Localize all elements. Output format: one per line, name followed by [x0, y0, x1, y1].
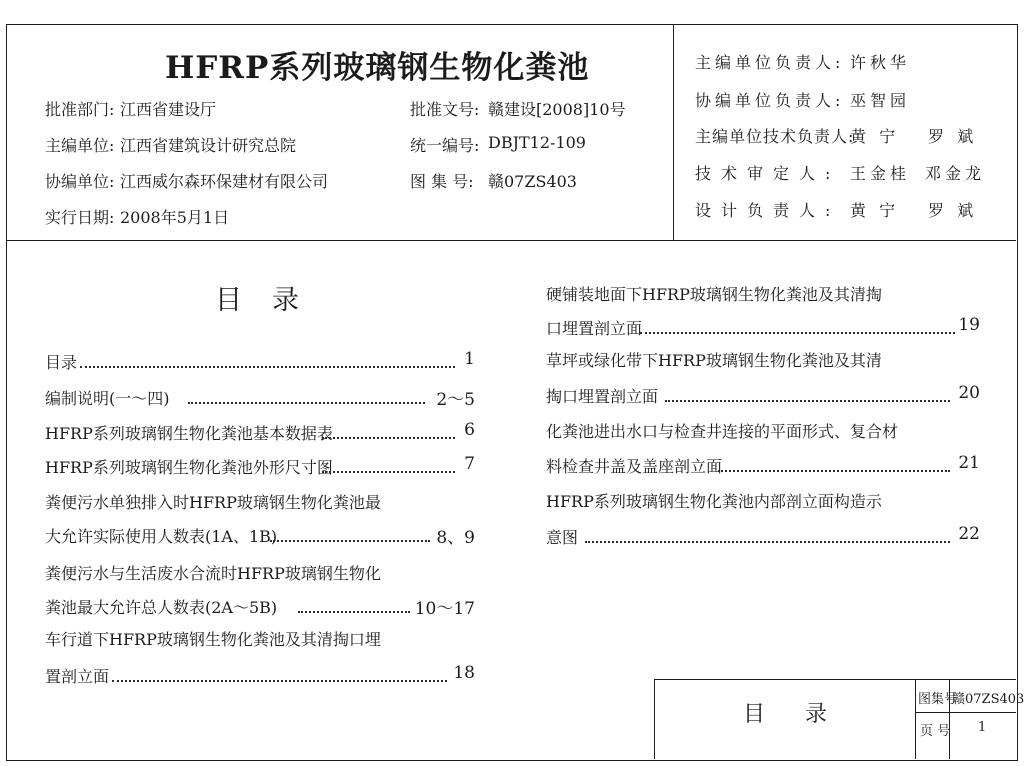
toc-entry-title-line2: 粪池最大允许总人数表(2A～5B) [45, 598, 278, 617]
toc-entry-title-line1: 草坪或绿化带下HFRP玻璃钢生物化粪池及其清 [546, 351, 882, 370]
toc-entry-title-line2: 料检查井盖及盖座剖立面 [546, 457, 723, 476]
toc-entry-page: 7 [464, 454, 475, 474]
approval-dept-value: 江西省建设厅 [120, 100, 217, 119]
design-head-label: 设计负责人: [695, 201, 841, 220]
toc-entry-title-line1: 粪便污水与生活废水合流时HFRP玻璃钢生物化 [45, 564, 381, 583]
toc-entry-page: 10～17 [414, 599, 475, 619]
toc-leader-dots [270, 540, 430, 542]
toc-entry-title-line2: 口埋置剖立面 [546, 319, 643, 338]
toc-entry-title-line1: HFRP系列玻璃钢生物化粪池内部剖立面构造示 [546, 492, 882, 511]
tech-review-value-1: 王金桂 [850, 164, 911, 183]
title-block-top-line [654, 679, 1016, 680]
chief-unit-label: 主编单位: [45, 136, 115, 155]
atlas-no-value: 赣07ZS403 [488, 172, 577, 191]
toc-leader-dots [665, 400, 950, 402]
toc-entry-title-line2: 置剖立面 [45, 667, 110, 686]
approval-dept-label: 批准部门: [45, 100, 115, 119]
toc-entry-page: 18 [453, 663, 475, 683]
effective-date-value: 2008年5月1日 [120, 208, 230, 227]
approval-doc-value: 赣建设[2008]10号 [488, 100, 626, 119]
toc-entry-page: 21 [958, 453, 980, 473]
toc-entry-page: 19 [958, 315, 980, 335]
chief-unit-head-label: 主编单位负责人: [695, 53, 845, 72]
title-block-page-value: 1 [978, 720, 987, 735]
toc-entry-title-line2: 意图 [546, 528, 579, 547]
toc-leader-dots [298, 611, 410, 613]
toc-leader-dots [112, 680, 447, 682]
design-head-value-2: 罗 斌 [928, 201, 978, 220]
title-block-atlas-value: 赣07ZS403 [952, 692, 1024, 707]
co-unit-value: 江西威尔森环保建材有限公司 [120, 172, 329, 191]
toc-entry-title-line1: 车行道下HFRP玻璃钢生物化粪池及其清掏口埋 [45, 630, 381, 649]
tech-head-value-1: 黄 宁 [850, 127, 900, 146]
toc-leader-dots [640, 332, 955, 334]
toc-entry-page: 20 [958, 383, 980, 403]
toc-entry-title: 编制说明(一～四) [45, 389, 170, 408]
title-block-page-label: 页 号 [920, 724, 951, 739]
title-block-atlas-label: 图集号 [918, 692, 958, 707]
effective-date-label: 实行日期: [45, 208, 115, 227]
chief-unit-value: 江西省建筑设计研究总院 [120, 136, 297, 155]
chief-unit-head-value: 许秋华 [850, 53, 911, 72]
toc-leader-dots [80, 366, 455, 368]
tech-review-label: 技术审定人: [695, 164, 841, 183]
co-unit-label: 协编单位: [45, 172, 115, 191]
co-unit-head-value: 巫智园 [850, 91, 911, 110]
design-head-value-1: 黄 宁 [850, 201, 900, 220]
toc-entry-title-line1: 粪便污水单独排入时HFRP玻璃钢生物化粪池最 [45, 493, 381, 512]
toc-entry-title-line2: 大允许实际使用人数表(1A、1B) [45, 527, 278, 546]
header-bottom-line [6, 240, 1016, 241]
toc-title: 目录 [215, 285, 329, 316]
toc-entry-title: 目录 [45, 353, 78, 372]
toc-entry-title: HFRP系列玻璃钢生物化粪池基本数据表 [45, 424, 333, 443]
toc-leader-dots [585, 541, 950, 543]
tech-review-value-2: 邓金龙 [925, 164, 986, 183]
toc-entry-page: 6 [464, 420, 475, 440]
toc-entry-title-line1: 化粪池进出水口与检查井连接的平面形式、复合材 [546, 422, 899, 441]
toc-leader-dots [718, 470, 950, 472]
header-divider-line [673, 24, 674, 240]
title-block-name: 目录 [743, 702, 868, 727]
atlas-no-label: 图 集 号: [410, 172, 474, 191]
toc-entry-page: 8、9 [436, 528, 475, 548]
title-block-mid-line [915, 712, 1016, 713]
uniform-no-label: 统一编号: [410, 136, 480, 155]
toc-entry-title-line2: 掏口埋置剖立面 [546, 387, 659, 406]
toc-entry-title-line1: 硬铺装地面下HFRP玻璃钢生物化粪池及其清掏 [546, 285, 882, 304]
approval-doc-label: 批准文号: [410, 100, 480, 119]
title-block-divider-1 [915, 679, 916, 759]
co-unit-head-label: 协编单位负责人: [695, 91, 845, 110]
atlas-title: HFRP系列玻璃钢生物化粪池 [165, 50, 590, 86]
toc-entry-page: 1 [464, 349, 475, 369]
tech-head-label: 主编单位技术负责人: [695, 127, 855, 146]
uniform-no-value: DBJT12-109 [488, 133, 586, 152]
toc-entry-page: 2～5 [436, 390, 475, 410]
title-block-left-line [654, 679, 655, 759]
toc-entry-page: 22 [958, 524, 980, 544]
toc-leader-dots [188, 402, 425, 404]
tech-head-value-2: 罗 斌 [928, 127, 978, 146]
toc-entry-title: HFRP系列玻璃钢生物化粪池外形尺寸图 [45, 458, 333, 477]
